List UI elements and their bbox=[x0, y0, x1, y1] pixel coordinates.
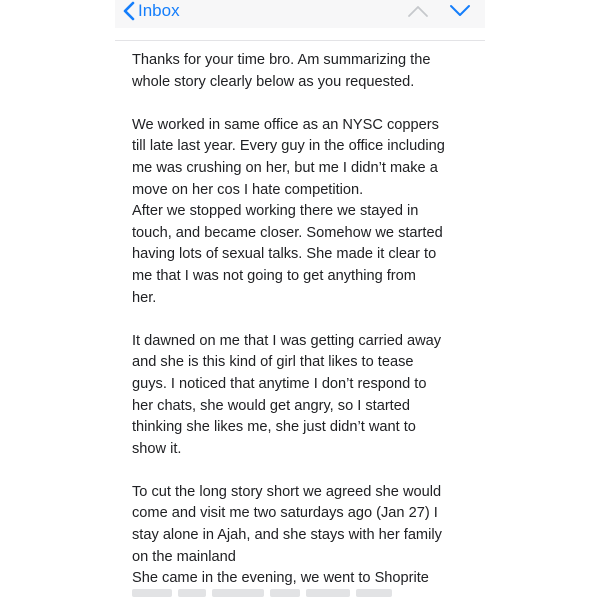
text-line: We worked in same office as an NYSC coppers bbox=[132, 116, 439, 133]
text-line: touch, and became closer. Somehow we started bbox=[132, 224, 443, 241]
text-line: come and visit me two saturdays ago (Jan 27) I bbox=[132, 505, 438, 522]
text-line: Thanks for your time bro. Am summarizing the bbox=[132, 52, 431, 68]
text-line: thinking she likes me, she just didn’t want to bbox=[132, 419, 416, 436]
cut-off-text-line bbox=[132, 584, 462, 596]
message-navigation bbox=[407, 0, 471, 22]
paragraph bbox=[132, 50, 472, 93]
text-line: her chats, she would get angry, so I started bbox=[132, 397, 410, 414]
text-line: She came in the evening, we went to Shoprite bbox=[132, 570, 429, 587]
back-label: Inbox bbox=[138, 1, 180, 20]
mail-screen bbox=[115, 0, 485, 600]
text-line: her. bbox=[132, 289, 157, 306]
paragraph bbox=[132, 331, 472, 461]
back-to-inbox-button[interactable] bbox=[123, 0, 180, 23]
text-line: After we stopped working there we stayed in bbox=[132, 203, 419, 220]
text-line: and she is this kind of girl that likes to tease bbox=[132, 354, 414, 371]
text-line: me was crushing on her, but me I didn’t make a bbox=[132, 159, 438, 176]
paragraph bbox=[132, 115, 472, 309]
text-line: show it. bbox=[132, 440, 182, 457]
text-line: whole story clearly below as you requested. bbox=[132, 73, 415, 90]
chevron-up-icon[interactable] bbox=[407, 4, 429, 18]
divider bbox=[115, 40, 485, 41]
text-line: stay alone in Ajah, and she stays with her family bbox=[132, 527, 442, 544]
text-line: till late last year. Every guy in the office including bbox=[132, 138, 445, 155]
text-line: To cut the long story short we agreed she would bbox=[132, 483, 442, 500]
text-line: guys. I noticed that anytime I don’t respond to bbox=[132, 375, 427, 392]
navigation-bar bbox=[115, 0, 485, 28]
email-body bbox=[132, 50, 472, 600]
text-line: It dawned on me that I was getting carried away bbox=[132, 332, 442, 349]
text-line: having lots of sexual talks. She made it clear to bbox=[132, 246, 437, 263]
text-line: me that I was not going to get anything from bbox=[132, 267, 416, 284]
text-line: on the mainland bbox=[132, 548, 236, 565]
text-line: move on her cos I hate competition. bbox=[132, 181, 364, 198]
chevron-left-icon bbox=[123, 1, 135, 21]
chevron-down-icon[interactable] bbox=[449, 4, 471, 18]
paragraph bbox=[132, 482, 472, 590]
